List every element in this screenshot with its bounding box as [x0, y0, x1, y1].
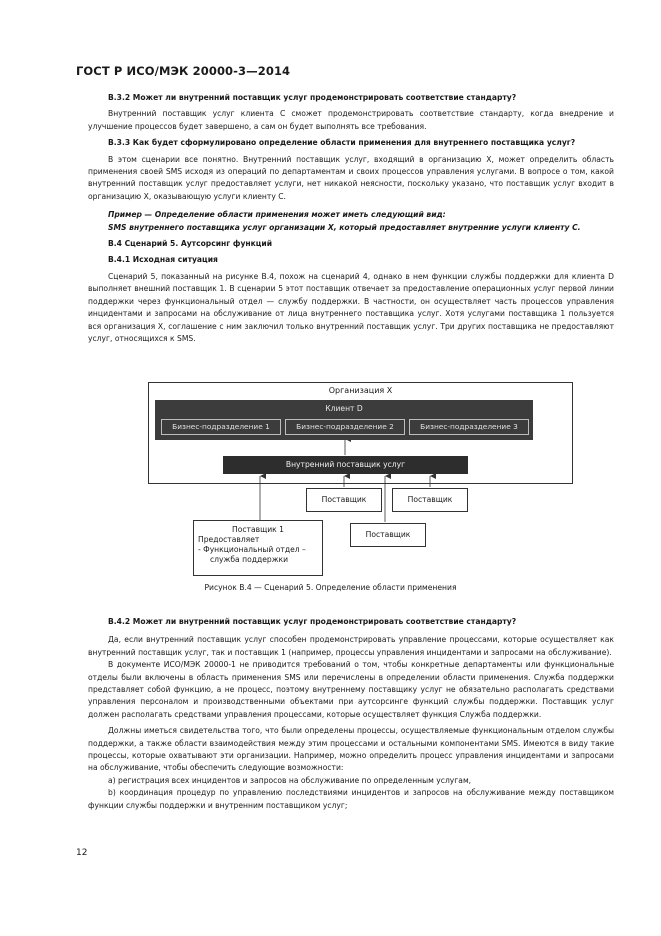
business-unit-3: Бизнес-подразделение 3	[409, 419, 529, 435]
section-b42-paragraph-2: В документе ИСО/МЭК 20000-1 не приводится требований о том, чтобы конкретные департаменты или функциональные отделы были включены в область применения SMS или перечислены в определении области применения. Служба поддержки представляет собой функцию, а не процесс, поэтому внутреннему поставщику услуг не обязательно располагать средствами управления персоналом и производственными объектами при аутсорсинге функций службы поддержки. Поставщик услуг должен располагать средствами управления процессами, которые осуществляет функция Служба поддержки.	[88, 660, 614, 719]
section-b4-title: В.4 Сценарий 5. Аутсорсинг функций	[108, 239, 273, 249]
section-b41-text: Сценарий 5, показанный на рисунке В.4, похож на сценарий 4, однако в нем функции службы поддержки для клиента D выполняет внешний поставщик 1. В сценарии 5 этот поставщик отвечает за предоставление операционных услуг первой линии поддержки через функциональный отдел — службу поддержки. В частности, он осуществляет часть процессов управления инцидентами и запросами на обслуживание от лица внутреннего поставщика услуг. Хотя услугами поставщика 1 пользуется вся организация X, соглашение с ним заключил только внутренний поставщик услуг. Три других поставщика не предоставляют услуг, относящихся к SMS.	[88, 271, 614, 343]
section-b33-text: В этом сценарии все понятно. Внутренний поставщик услуг, входящий в организацию X, может определить область применения своей SMS исходя из операций по департаментам и своих процессов управления услугами. В вопросе о том, какой внутренний поставщик услуг предоставляет услуги, нет никакой неясности, поскольку указано, что поставщик услуг входит в организацию X, оказывающую услуги клиенту С.	[88, 154, 614, 201]
section-b41-title: В.4.1 Исходная ситуация	[108, 255, 218, 265]
supplier-box-b: Поставщик	[392, 488, 468, 512]
supplier-box-a: Поставщик	[306, 488, 382, 512]
example-line-2: SMS внутреннего поставщика услуг организации X, который предоставляет внутренние услуги клиенту С.	[108, 222, 581, 232]
internal-provider-box: Внутренний поставщик услуг	[223, 456, 468, 474]
list-item-b: b) координация процедур по управлению последствиями инцидентов и запросов на обслуживание между поставщиком функции службы поддержки и внутренним поставщиком услуг;	[88, 788, 614, 810]
document-header: ГОСТ Р ИСО/МЭК 20000-3—2014	[76, 64, 291, 78]
example-line-1: Пример — Определение области применения может иметь следующий вид:	[108, 210, 446, 220]
section-b42-title: В.4.2 Может ли внутренний поставщик услуг продемонстрировать соответствие стандарту?	[108, 617, 517, 626]
client-d-label: Клиент D	[325, 404, 363, 413]
supplier-box-c: Поставщик	[350, 523, 426, 547]
supplier-1-box	[193, 520, 323, 576]
supplier-1-item-1: - Функциональный отдел –	[198, 545, 306, 554]
business-unit-2: Бизнес-подразделение 2	[285, 419, 405, 435]
section-b42-paragraph-1: Да, если внутренний поставщик услуг способен продемонстрировать управление процессами, которые осуществляет как внутренний поставщик услуг, так и поставщик 1 (например, процессы управления инцидентами и запросами на обслуживание).	[88, 635, 614, 657]
supplier-1-item-2: служба поддержки	[210, 555, 289, 564]
section-b33-title: В.3.3 Как будет сформулировано определение области применения для внутреннего поставщика услуг?	[108, 138, 576, 148]
figure-caption: Рисунок В.4 — Сценарий 5. Определение области применения	[204, 583, 457, 592]
organization-x-label: Организация X	[328, 386, 393, 395]
section-b32-title: В.3.2 Может ли внутренний поставщик услуг продемонстрировать соответствие стандарту?	[108, 93, 517, 102]
supplier-1-title: Поставщик 1	[231, 525, 284, 534]
lower-text-block	[88, 616, 614, 812]
section-b42-paragraph-3: Должны иметься свидетельства того, что были определены процессы, осуществляемые функциональным отделом службы поддержки, а также области взаимодействия между этим процессами и остальными компонентами SMS. Имеются в виду такие процессы, которые охватывают эти организации. Например, можно определить процесс управления инцидентами и запросами на обслуживание, чтобы обеспечить следующие возможности:	[88, 726, 614, 773]
list-item-a: а) регистрация всех инцидентов и запросов на обслуживание по определенным услугам,	[108, 775, 472, 785]
business-unit-1: Бизнес-подразделение 1	[161, 419, 281, 435]
page-number: 12	[76, 848, 88, 858]
supplier-1-provides: Предоставляет	[198, 535, 260, 544]
section-b32-text: Внутренний поставщик услуг клиента С сможет продемонстрировать соответствие стандарту, когда внедрение и улучшение процессов будет завершено, а сам он будет выполнять все требования.	[88, 109, 614, 131]
